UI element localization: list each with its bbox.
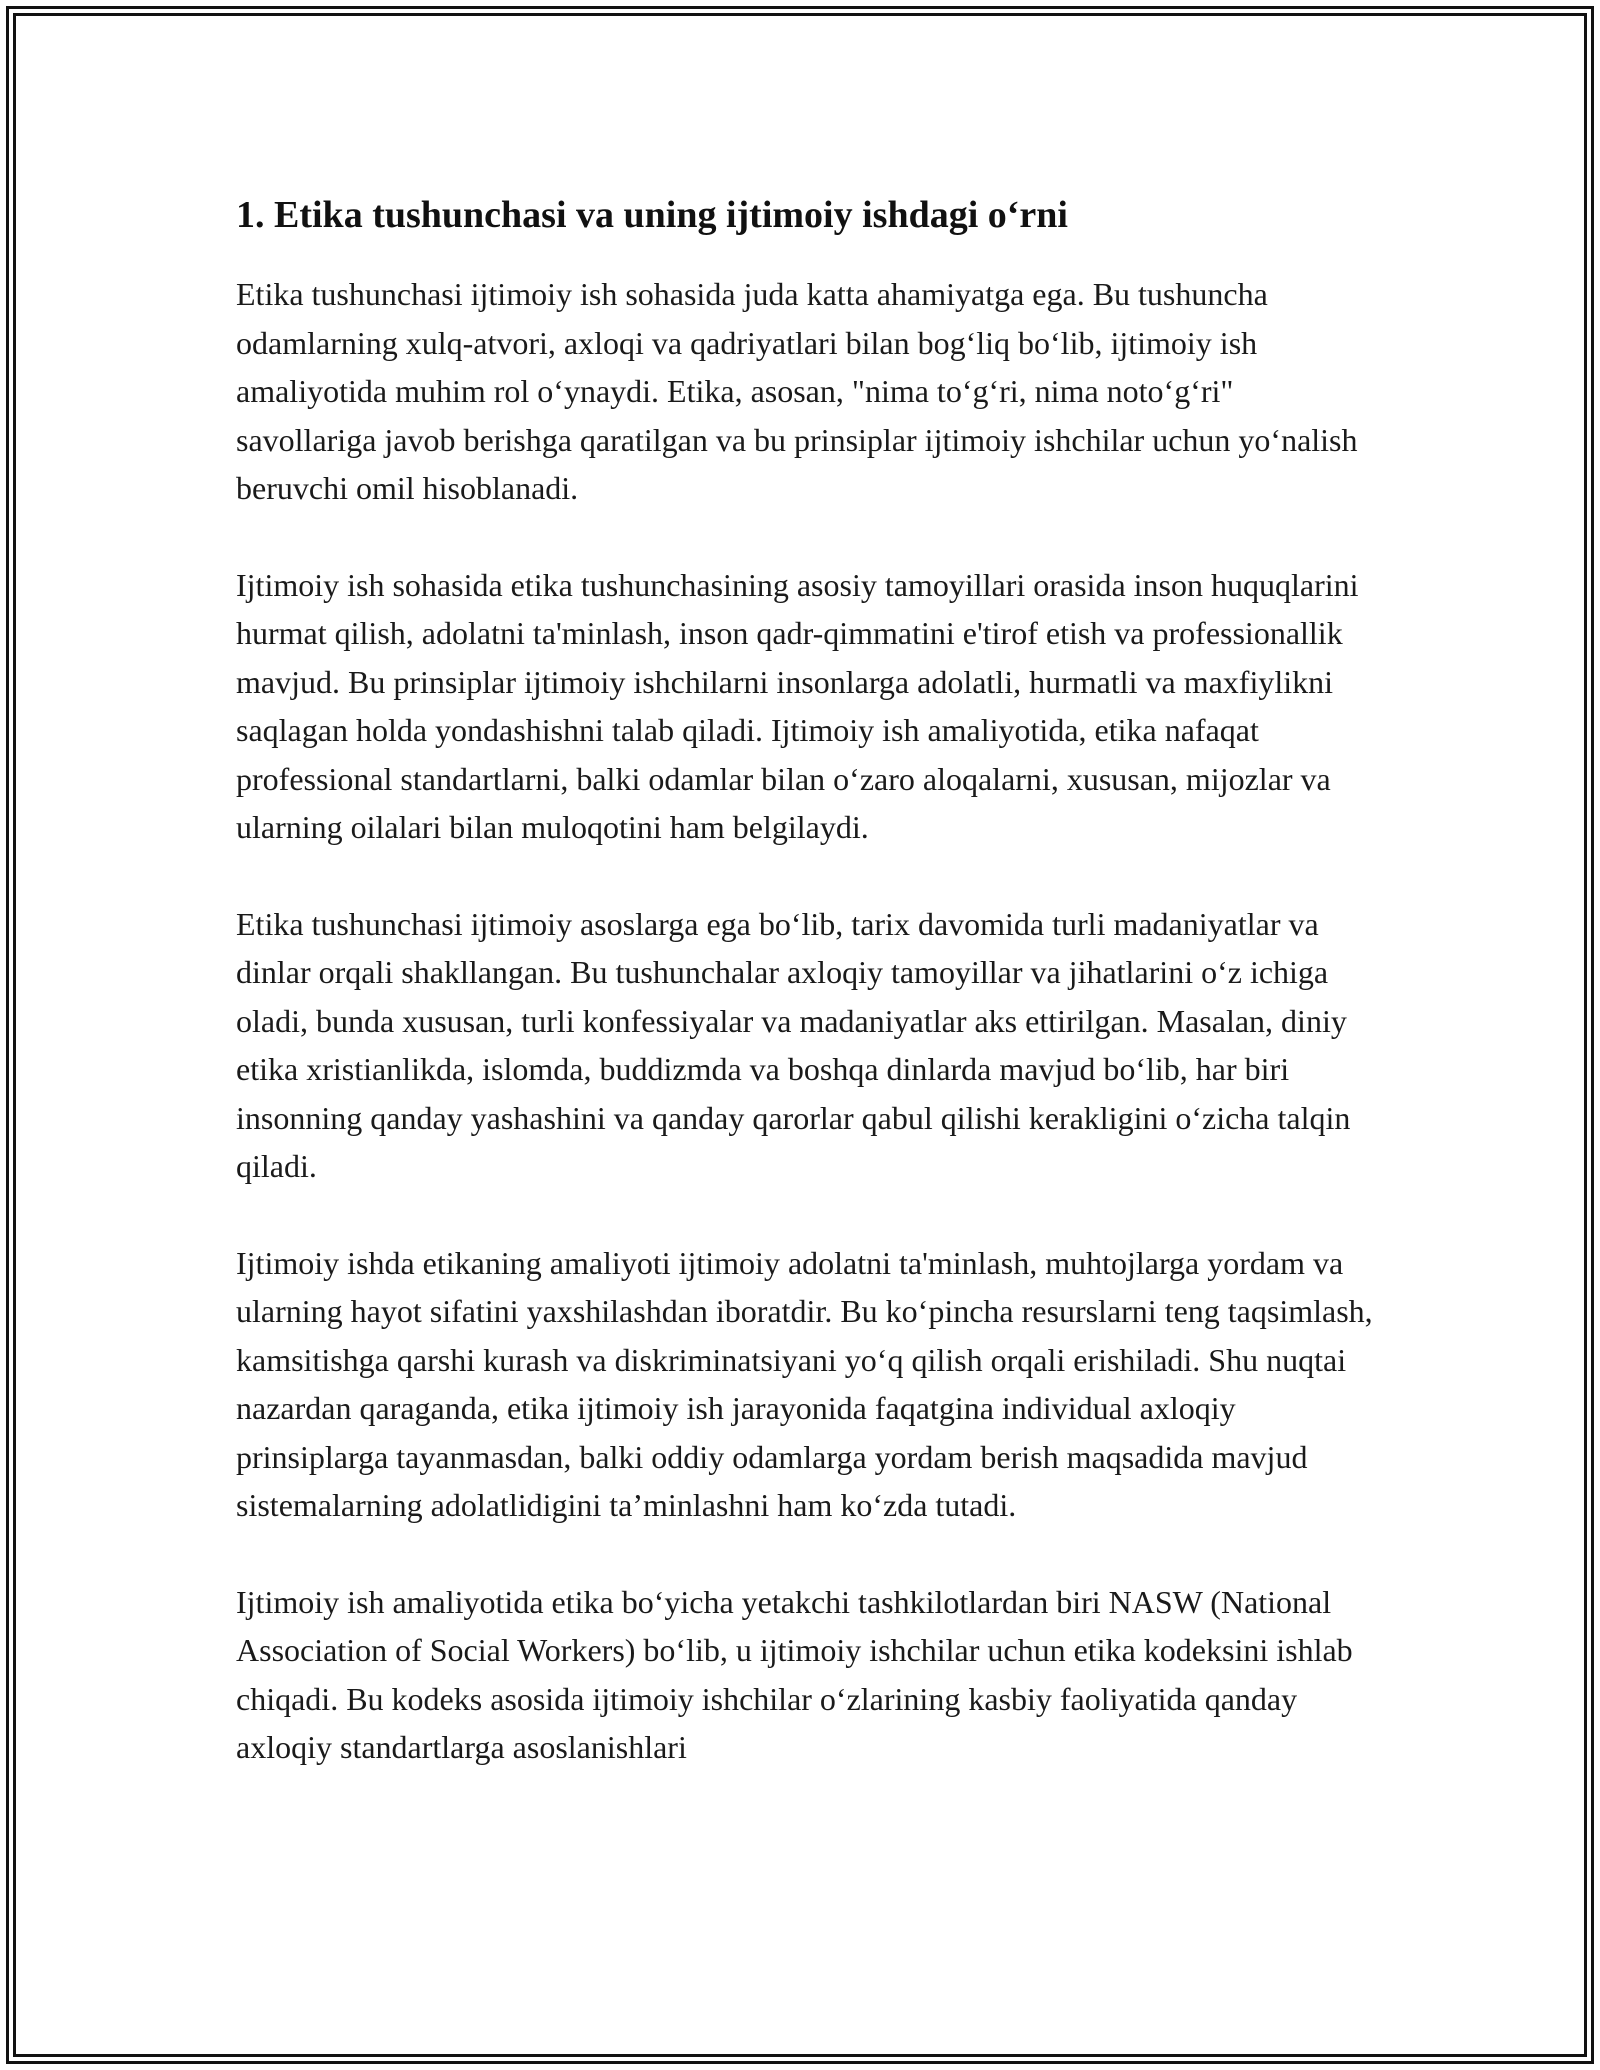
paragraph-2: Ijtimoiy ish sohasida etika tushunchasining asosiy tamoyillari orasida inson huquqlarini hurmat qilish, adolatni ta'minlash, inson qadr-qimmatini e'tirof etish va professionallik mavjud. Bu prinsiplar ijtimoiy ishchilarni insonlarga adolatli, hurmatli va maxfiylikni saqlagan holda yondashishni talab qiladi. Ijtimoiy ish amaliyotida, etika nafaqat professional standartlarni, balki odamlar bilan o‘zaro aloqalarni, xususan, mijozlar va ularning oilalari bilan muloqotini ham belgilaydi.: [236, 566, 1359, 845]
paragraph-3: Etika tushunchasi ijtimoiy asoslarga ega bo‘lib, tarix davomida turli madaniyatlar va dinlar orqali shakllangan. Bu tushunchalar axloqiy tamoyillar va jihatlarini o‘z ichiga oladi, bunda xususan, turli konfessiyalar va madaniyatlar aks ettirilgan. Masalan, diniy etika xristianlikda, islomda, buddizmda va boshqa dinlarda mavjud bo‘lib, har biri insonning qanday yashashini va qanday qarorlar qabul qilishi kerakligini o‘zicha talqin qiladi.: [236, 905, 1351, 1184]
paragraph-1: Etika tushunchasi ijtimoiy ish sohasida juda katta ahamiyatga ega. Bu tushuncha odamlarning xulq-atvori, axloqi va qadriyatlari bilan bog‘liq bo‘lib, ijtimoiy ish amaliyotida muhim rol o‘ynaydi. Etika, asosan, "nima to‘g‘ri, nima noto‘g‘ri" savollariga javob berishga qaratilgan va bu prinsiplar ijtimoiy ishchilar uchun yo‘nalish beruvchi omil hisoblanadi.: [236, 276, 1358, 506]
section-heading: 1. Etika tushunchasi va uning ijtimoiy ishdagi o‘rni: [236, 194, 1068, 236]
document-page: [236, 188, 1376, 1820]
paragraph-4: Ijtimoiy ishda etikaning amaliyoti ijtimoiy adolatni ta'minlash, muhtojlarga yordam va ularning hayot sifatini yaxshilashdan iboratdir. Bu ko‘pincha resurslarni teng taqsimlash, kamsitishga qarshi kurash va diskriminatsiyani yo‘q qilish orqali erishiladi. Shu nuqtai nazardan qaraganda, etika ijtimoiy ish jarayonida faqatgina individual axloqiy prinsiplarga tayanmasdan, balki oddiy odamlarga yordam berish maqsadida mavjud sistemalarning adolatlidigini ta’minlashni ham ko‘zda tutadi.: [236, 1244, 1373, 1523]
paragraph-5: Ijtimoiy ish amaliyotida etika bo‘yicha yetakchi tashkilotlardan biri NASW (National Association of Social Workers) bo‘lib, u ijtimoiy ishchilar uchun etika kodeksini ishlab chiqadi. Bu kodeks asosida ijtimoiy ishchilar o‘zlarining kasbiy faoliyatida qanday axloqiy standartlarga asoslanishlari: [236, 1583, 1353, 1765]
